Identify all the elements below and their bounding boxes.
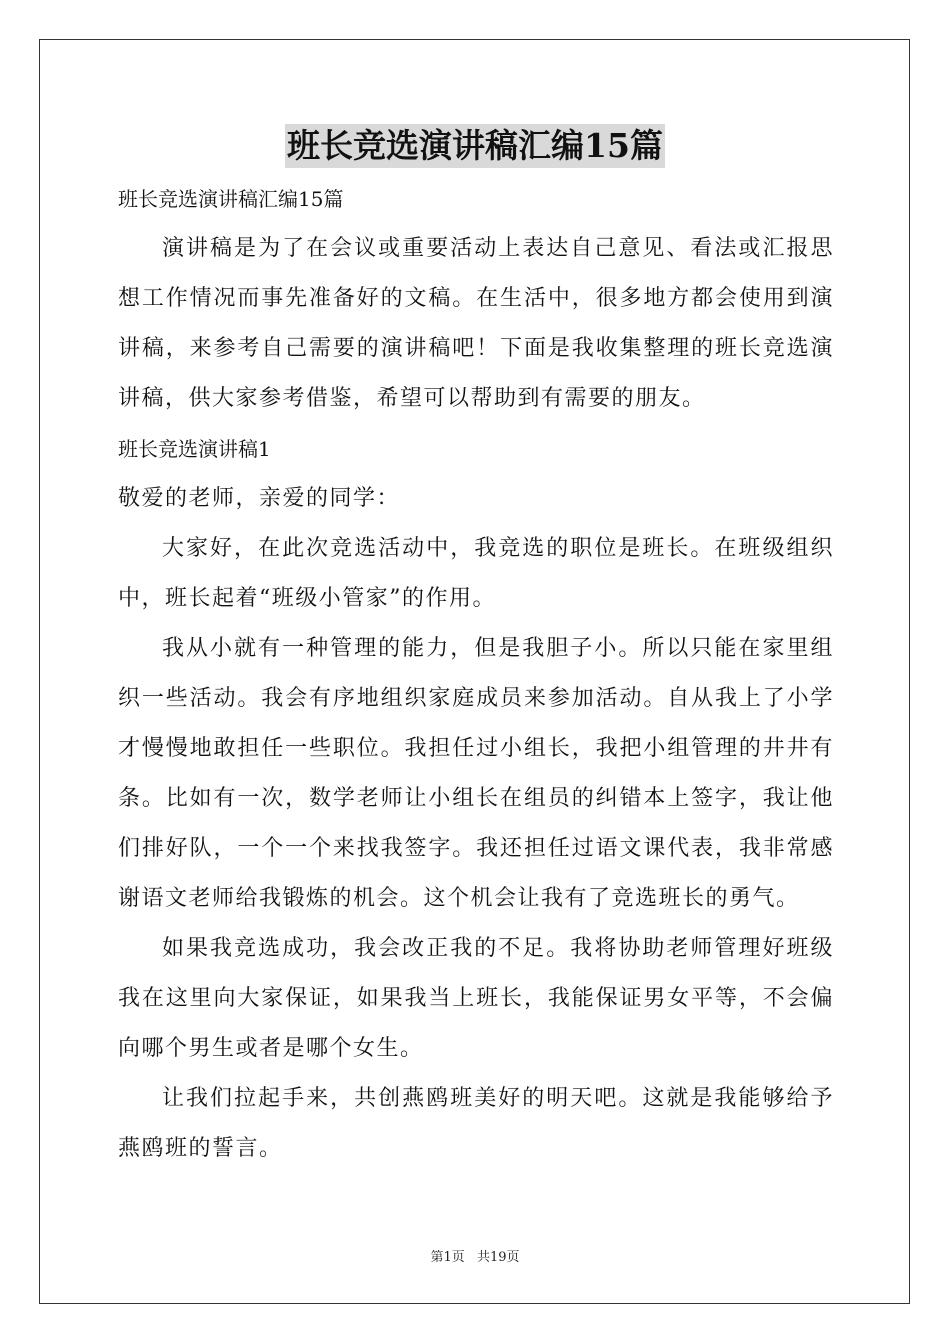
page-footer xyxy=(0,1246,950,1265)
body-paragraph-2: 我从小就有一种管理的能力，但是我胆子小。所以只能在家里组织一些活动。我会有序地组织家庭成员来参加活动。自从我上了小学才慢慢地敢担任一些职位。我担任过小组长，我把小组管理的井井有条。比如有一次，数学老师让小组长在组员的纠错本上签字，我让他们排好队，一个一个来找我签字。我还担任过语文课代表，我非常感谢语文老师给我锻炼的机会。这个机会让我有了竞选班长的勇气。 xyxy=(118,636,834,911)
document-body xyxy=(118,180,834,1174)
section-heading: 班长竞选演讲稿1 xyxy=(118,437,271,461)
body-paragraph-3: 如果我竞选成功，我会改正我的不足。我将协助老师管理好班级我在这里向大家保证，如果我当上班长，我能保证男女平等，不会偏向哪个男生或者是哪个女生。 xyxy=(118,936,834,1061)
page-number: 第1页 xyxy=(430,1250,465,1265)
page-total: 共19页 xyxy=(476,1250,520,1265)
document-title: 班长竞选演讲稿汇编15篇 xyxy=(285,124,665,168)
intro-paragraph: 演讲稿是为了在会议或重要活动上表达自己意见、看法或汇报思想工作情况而事先准备好的文稿。在生活中，很多地方都会使用到演讲稿，来参考自己需要的演讲稿吧！下面是我收集整理的班长竞选演讲稿，供大家参考借鉴，希望可以帮助到有需要的朋友。 xyxy=(118,236,834,411)
document-subtitle: 班长竞选演讲稿汇编15篇 xyxy=(118,187,344,211)
body-paragraph-1: 大家好，在此次竞选活动中，我竞选的职位是班长。在班级组织中，班长起着“班级小管家”的作用。 xyxy=(118,536,834,611)
title-container xyxy=(0,124,950,168)
body-paragraph-4: 让我们拉起手来，共创燕鸥班美好的明天吧。这就是我能够给予燕鸥班的誓言。 xyxy=(118,1086,834,1161)
greeting-line: 敬爱的老师，亲爱的同学： xyxy=(118,486,401,511)
